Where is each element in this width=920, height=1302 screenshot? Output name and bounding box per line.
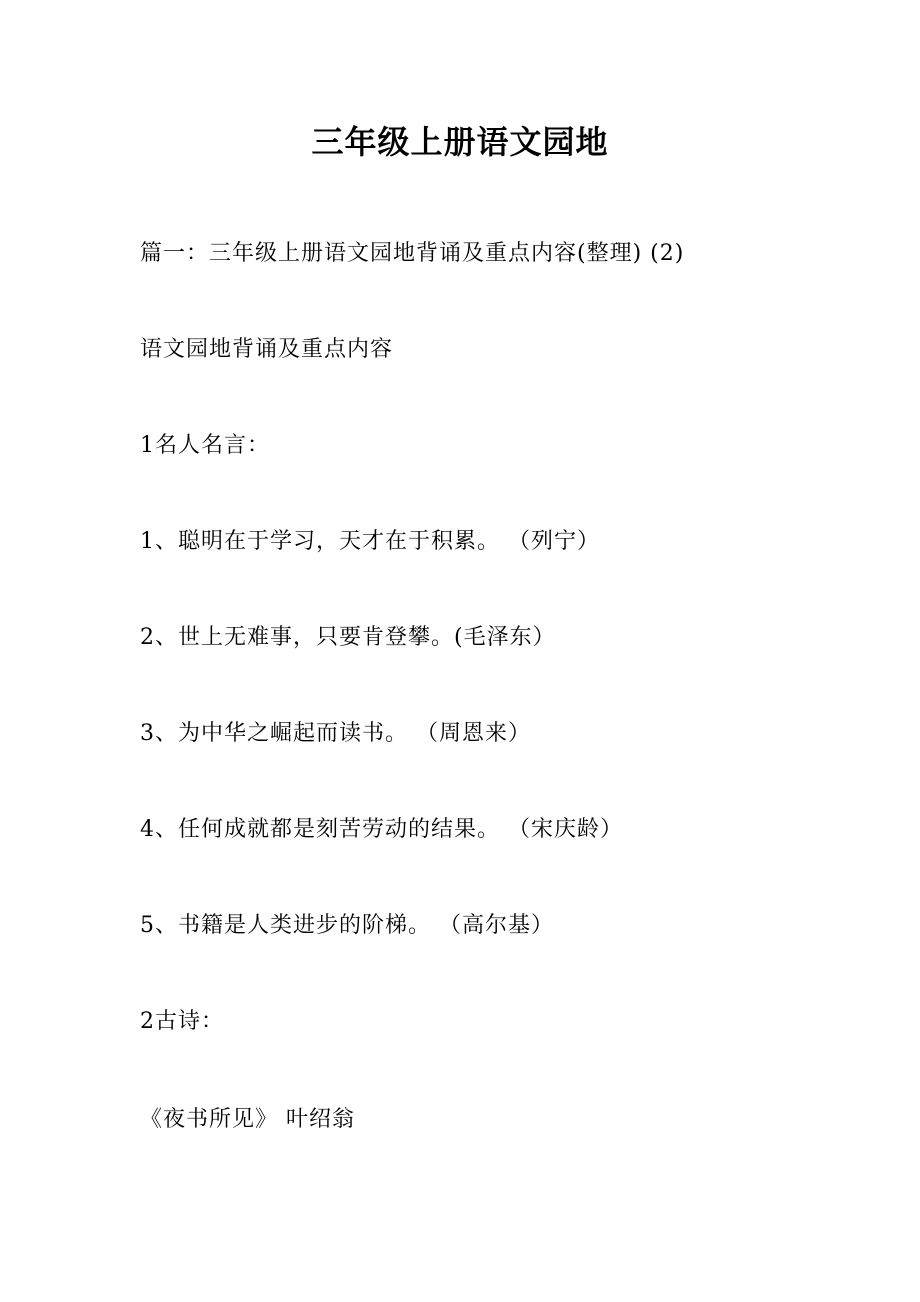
quote-item: 4、任何成就都是刻苦劳动的结果。 （宋庆龄） — [140, 817, 623, 842]
section-label-poems: 2古诗： — [140, 1009, 224, 1034]
document-title: 三年级上册语文园地 — [311, 123, 609, 161]
section-label-quotes: 1名人名言： — [140, 433, 270, 458]
poem-title: 《夜书所见》 叶绍翁 — [140, 1107, 355, 1132]
section-heading: 篇一：三年级上册语文园地背诵及重点内容(整理) (2) — [140, 241, 685, 266]
quote-item: 3、为中华之崛起而读书。 （周恩来） — [140, 721, 531, 746]
quote-item: 5、书籍是人类进步的阶梯。 （高尔基） — [140, 913, 554, 938]
subheading: 语文园地背诵及重点内容 — [140, 337, 394, 362]
quote-item: 2、世上无难事，只要肯登攀。(毛泽东） — [140, 625, 556, 650]
quote-item: 1、聪明在于学习，天才在于积累。 （列宁） — [140, 529, 600, 554]
